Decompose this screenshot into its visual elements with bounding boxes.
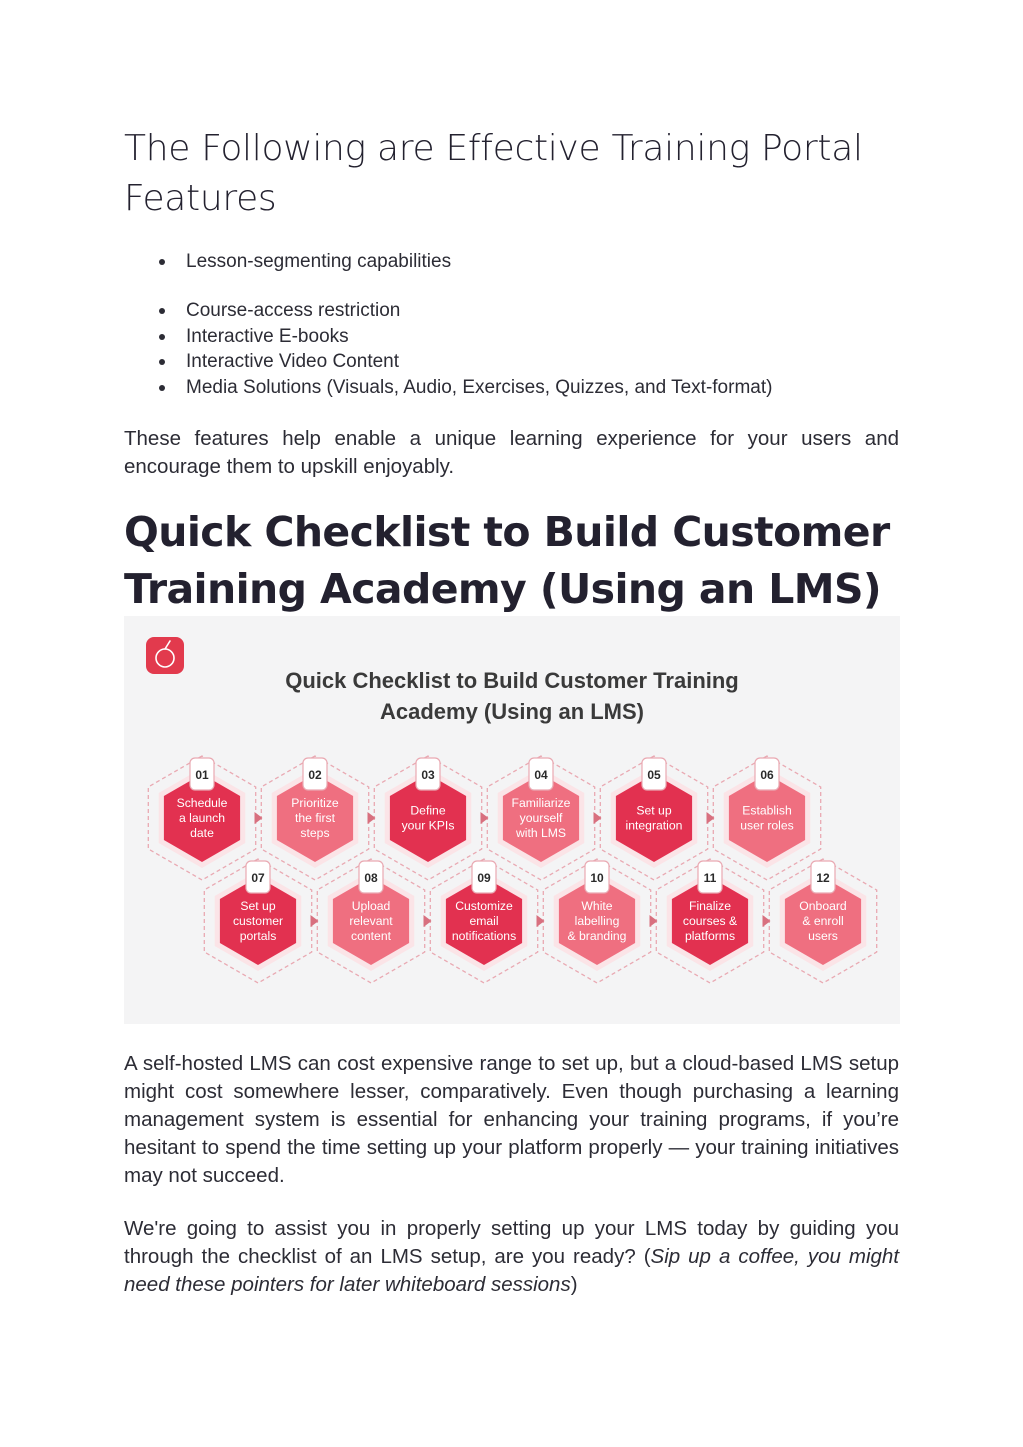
step-label: & branding (567, 929, 627, 943)
assist-paragraph (124, 1215, 899, 1299)
step-number: 12 (816, 871, 830, 885)
assist-italic: Sip up a coffee, you might need these pointers for later whiteboard sessions (124, 1245, 900, 1296)
step-label: customer (232, 914, 284, 928)
assist-text: We're going to assist you in properly setting up your LMS today by guiding you through the checklist of an LMS setup, are you ready? ( (124, 1217, 899, 1268)
step-number: 11 (703, 871, 717, 885)
step-label: Set up (636, 803, 672, 818)
arrow-icon (763, 915, 771, 927)
step-label: platforms (684, 929, 736, 943)
step-number: 10 (590, 871, 604, 885)
list-item: Course-access restriction (160, 298, 772, 324)
step-label: Set up (240, 899, 276, 913)
step-label: relevant (349, 914, 393, 928)
arrow-icon (594, 812, 602, 824)
step-number: 06 (760, 768, 774, 782)
step-label: & enroll (802, 914, 844, 928)
step-label: integration (625, 818, 683, 833)
features-list-rest (160, 298, 772, 400)
assist-end: ) (570, 1273, 578, 1296)
checklist-infographic (124, 616, 900, 1024)
features-list-first (160, 249, 451, 275)
step-number: 04 (534, 768, 548, 782)
logo-icon (146, 637, 184, 674)
step-number: 09 (477, 871, 491, 885)
arrow-icon (537, 915, 545, 927)
step-label: Prioritize (291, 796, 339, 810)
step-label: user roles (740, 818, 794, 833)
list-item: Interactive E-books (160, 324, 772, 350)
infographic-title-line: Quick Checklist to Build Customer Training (285, 668, 739, 693)
infographic-title-line: Academy (Using an LMS) (379, 699, 645, 724)
arrow-icon (650, 915, 658, 927)
step-label: Define (410, 803, 446, 818)
step-label: email (469, 914, 499, 928)
step-number: 07 (251, 871, 265, 885)
step-label: users (808, 929, 838, 943)
step-label: portals (239, 929, 277, 943)
list-item: Media Solutions (Visuals, Audio, Exercises, Quizzes, and Text-format) (160, 375, 772, 401)
list-item: Lesson-segmenting capabilities (160, 249, 451, 275)
step-label: courses & (682, 914, 738, 928)
step-number: 05 (647, 768, 661, 782)
step-label: yourself (519, 811, 563, 825)
cost-paragraph: A self-hosted LMS can cost expensive range to set up, but a cloud-based LMS setup might cost somewhere lesser, comparatively. Even though purchasing a learning management system is essential for enhancing your training programs, if you’re hesitant to spend the time setting up your platform properly — your training initiatives may not succeed. (124, 1052, 899, 1187)
step-label: Familiarize (511, 796, 571, 810)
step-label: Onboard (799, 899, 847, 913)
arrow-icon (481, 812, 489, 824)
list-item: Interactive Video Content (160, 349, 772, 375)
step-label: Customize (455, 899, 513, 913)
checklist-heading: Quick Checklist to Build Customer Training Academy (Using an LMS) (124, 508, 890, 613)
step-label: White (581, 899, 613, 913)
features-heading: The Following are Effective Training Portal Features (124, 128, 863, 219)
step-label: steps (300, 826, 330, 840)
infographic-canvas (124, 616, 900, 1024)
step-label: Schedule (176, 796, 228, 810)
arrow-icon (707, 812, 715, 824)
step-label: the first (295, 811, 335, 825)
step-label: labelling (574, 914, 620, 928)
arrow-icon (255, 812, 263, 824)
step-label: Finalize (689, 899, 731, 913)
step-label: content (351, 929, 391, 943)
step-label: your KPIs (401, 818, 455, 833)
step-label: Establish (742, 803, 792, 818)
step-number: 02 (308, 768, 322, 782)
step-label: notifications (451, 929, 517, 943)
features-summary: These features help enable a unique learning experience for your users and encourage them to upskill enjoyably. (124, 427, 899, 478)
step-label: a launch (178, 811, 226, 825)
step-number: 08 (364, 871, 378, 885)
step-label: Upload (351, 899, 391, 913)
arrow-icon (424, 915, 432, 927)
step-number: 01 (195, 768, 209, 782)
step-label: date (190, 826, 214, 840)
arrow-icon (368, 812, 376, 824)
step-label: with LMS (515, 826, 567, 840)
step-number: 03 (421, 768, 435, 782)
arrow-icon (311, 915, 319, 927)
